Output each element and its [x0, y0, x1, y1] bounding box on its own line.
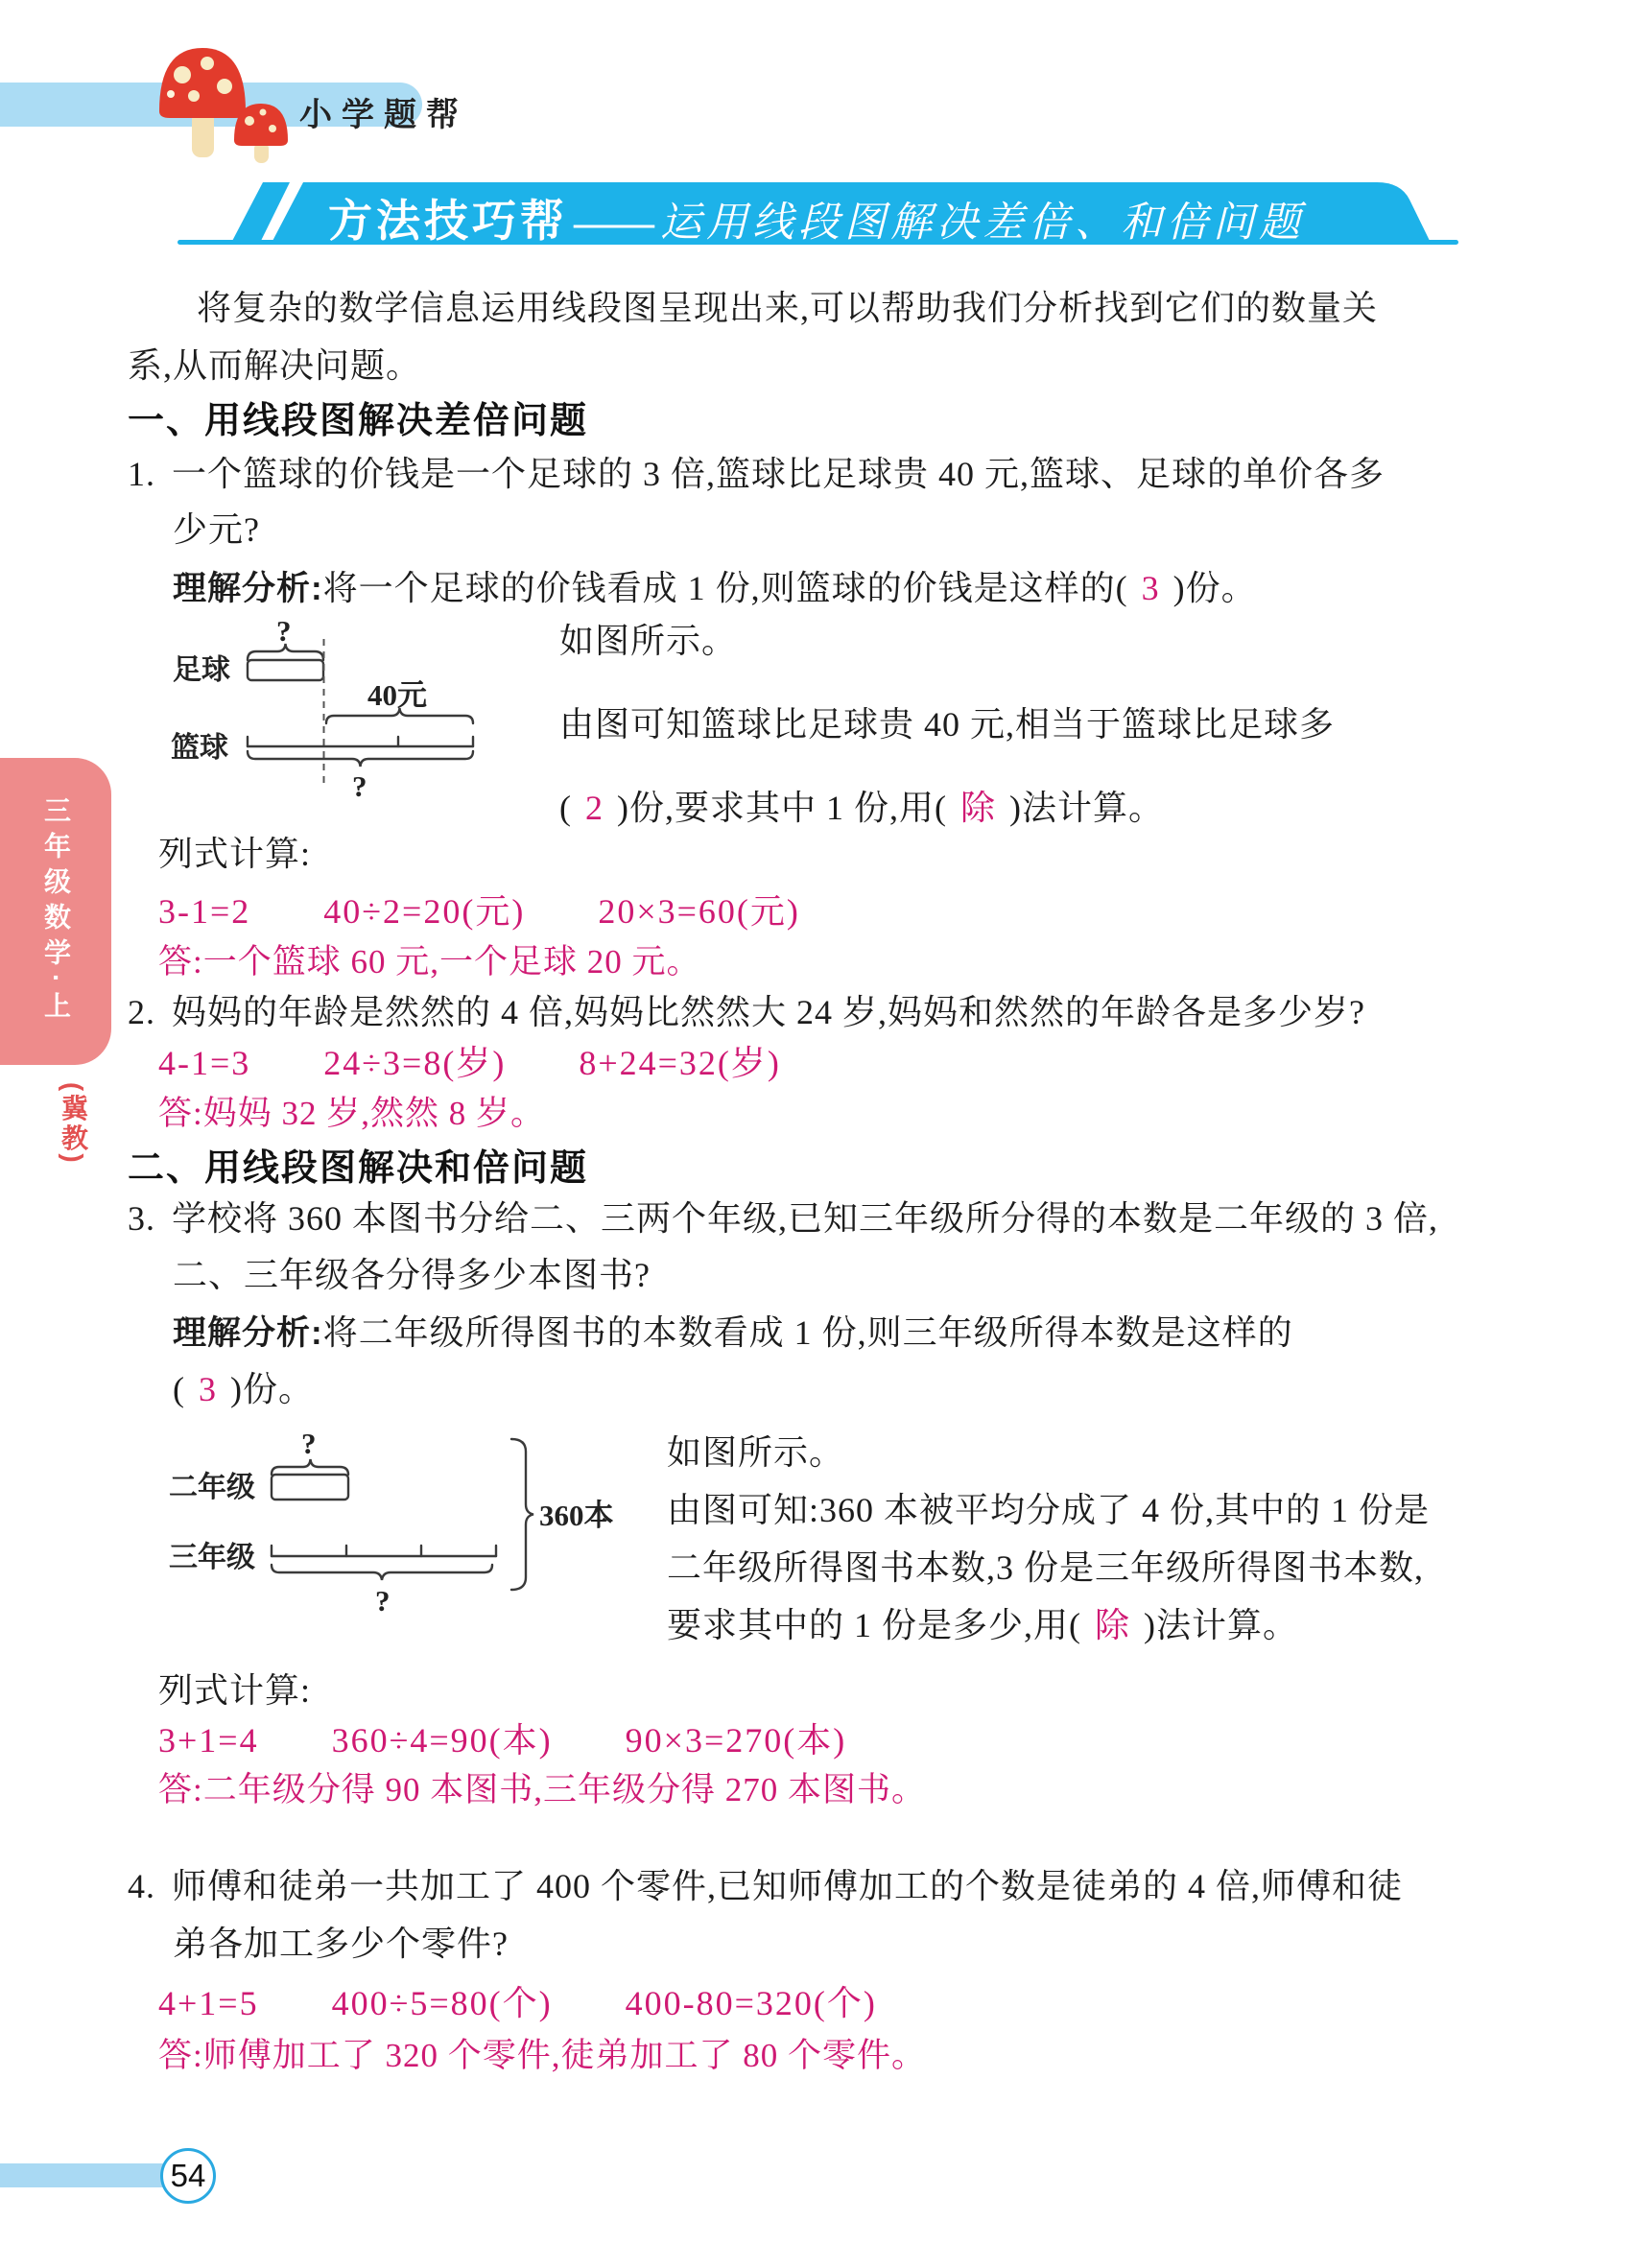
diagram2-row1-question-mark: ?: [301, 1427, 317, 1460]
logo-text: 小学题帮: [299, 97, 468, 133]
segment-diagram-1: [134, 602, 595, 814]
p1-figure-text: [559, 614, 1335, 830]
p1-fig-line2: 由图可知篮球比足球贵 40 元,相当于篮球比足球多: [559, 705, 1336, 744]
diagram2-grade2-box: [272, 1475, 348, 1500]
diagram1-total-question-mark: ?: [352, 769, 367, 803]
diagram1-top-brace: [248, 644, 323, 660]
banner-title-left: 方法技巧帮: [328, 196, 568, 246]
section1-heading: 一、用线段图解决差倍问题: [128, 401, 589, 441]
sidebar-grade-tab: [0, 758, 111, 1065]
p3-equations: 3+1=4 360÷4=90(本) 90×3=270(本): [158, 1721, 847, 1760]
p1-fig-line1: 如图所示。: [559, 622, 738, 660]
p3-analysis-line1: [173, 1306, 1293, 1355]
diagram1-row2-label: 篮球: [171, 732, 228, 764]
p1-equations: 3-1=2 40÷2=20(元) 20×3=60(元): [158, 892, 800, 931]
diagram2-right-brace: [511, 1439, 533, 1590]
page-number-badge: [160, 2148, 216, 2204]
p3-question-line1: [128, 1192, 1438, 1240]
segment-diagram-2: [144, 1427, 624, 1618]
mushroom-spot: [260, 109, 267, 116]
banner-title-dash: ——: [574, 201, 654, 246]
p1-analysis-pre: 将一个足球的价钱看成 1 份,则篮球的价钱是这样的(: [322, 569, 1128, 607]
p3-answer: 答:二年级分得 90 本图书,三年级分得 270 本图书。: [158, 1771, 926, 1808]
diagram1-bottom-brace: [248, 751, 473, 767]
p2-equations: 4-1=3 24÷3=8(岁) 8+24=32(岁): [158, 1044, 781, 1082]
p1-fig-line3-pre: (: [559, 789, 572, 827]
p1-number: 1.: [128, 455, 155, 493]
p3-analysis-line2-pre: (: [173, 1370, 185, 1408]
intro-line-2: 系,从而解决问题。: [128, 346, 422, 385]
p4-question-line2: 弟各加工多少个零件?: [173, 1925, 509, 1963]
p3-figure-text: [667, 1426, 1430, 1647]
p1-question-line1: [128, 447, 1385, 496]
p3-fig-line4-post: )法计算。: [1144, 1606, 1299, 1644]
intro-line-1: 将复杂的数学信息运用线段图呈现出来,可以帮助我们分析找到它们的数量关: [197, 289, 1379, 327]
diagram2-total-label: 360本: [539, 1499, 614, 1532]
p2-question: [128, 985, 1365, 1034]
diagram1-row1-question-mark: ?: [276, 614, 292, 648]
mushroom-spot: [167, 90, 175, 98]
mushroom-icon: [142, 36, 296, 165]
p2-number: 2.: [128, 993, 155, 1031]
diagram1-diff-label: 40元: [367, 678, 427, 712]
p3-calc-label: 列式计算:: [158, 1671, 312, 1710]
p2-question-text: 妈妈的年龄是然然的 4 倍,妈妈比然然大 24 岁,妈妈和然然的年龄各是多少岁?: [172, 993, 1365, 1031]
p4-question-line1: [128, 1859, 1403, 1908]
p3-question-line2: 二、三年级各分得多少本图书?: [173, 1256, 651, 1294]
page-number-bar: [0, 2163, 163, 2187]
mushroom-spot: [245, 116, 254, 126]
sidebar-edition-label: (冀教): [59, 1082, 88, 1166]
p1-question-line2: 少元?: [173, 510, 260, 549]
p3-fig-line4-pre: 要求其中的 1 份是多少,用(: [667, 1606, 1081, 1644]
mushroom-spot: [217, 79, 232, 94]
p3-fig-line1: 如图所示。: [667, 1433, 845, 1472]
mushroom-spot: [174, 66, 191, 83]
p4-answer: 答:师傅加工了 320 个零件,徒弟加工了 80 个零件。: [158, 2037, 926, 2074]
p1-analysis-label: 理解分析:: [173, 570, 323, 607]
p4-equations: 4+1=5 400÷5=80(个) 400-80=320(个): [158, 1984, 877, 2022]
diagram2-bottom-brace: [272, 1565, 492, 1580]
mushroom-cap: [159, 48, 246, 118]
sidebar-grade-label: 三年级数学·上: [41, 795, 71, 1028]
p1-answer: 答:一个篮球 60 元,一个足球 20 元。: [158, 943, 701, 980]
mushroom-spot: [201, 57, 214, 70]
mushroom-spot: [188, 90, 200, 102]
p1-analysis-answer: 3: [1141, 569, 1160, 607]
p1-fig-answer-2: 2: [585, 789, 604, 827]
p3-number: 3.: [128, 1199, 155, 1238]
diagram2-top-brace: [272, 1459, 348, 1475]
p3-fig-answer-chu: 除: [1095, 1606, 1131, 1644]
p1-fig-answer-chu: 除: [959, 789, 996, 827]
p3-analysis-text: 将二年级所得图书的本数看成 1 份,则三年级所得本数是这样的: [322, 1313, 1293, 1352]
p1-fig-line3-mid: )份,要求其中 1 份,用(: [617, 789, 947, 827]
p3-question-text: 学校将 360 本图书分给二、三两个年级,已知三年级所分得的本数是二年级的 3 倍,: [172, 1199, 1439, 1238]
p1-fig-line3-post: )法计算。: [1009, 789, 1164, 827]
p3-analysis-line2: [173, 1362, 314, 1411]
p3-analysis-label: 理解分析:: [173, 1314, 323, 1352]
p3-fig-line3: 二年级所得图书本数,3 份是三年级所得图书本数,: [667, 1548, 1425, 1587]
p3-fig-line2: 由图可知:360 本被平均分成了 4 份,其中的 1 份是: [667, 1491, 1431, 1529]
mushroom-spot: [269, 125, 276, 132]
p1-analysis-post: )份。: [1172, 569, 1257, 607]
p1-fig-line3: [559, 781, 1335, 830]
p4-number: 4.: [128, 1867, 155, 1905]
page-number: 54: [170, 2158, 206, 2193]
diagram1-football-box: [248, 660, 323, 680]
banner-title: [328, 186, 1305, 249]
p1-question-text: 一个篮球的价钱是一个足球的 3 倍,篮球比足球贵 40 元,篮球、足球的单价各多: [172, 455, 1385, 493]
p3-analysis-answer: 3: [199, 1370, 217, 1408]
diagram2-row1-label: 二年级: [169, 1472, 255, 1503]
p3-fig-line4: [667, 1598, 1430, 1647]
banner-title-right: 运用线段图解决差倍、和倍问题: [660, 201, 1305, 246]
p2-answer: 答:妈妈 32 岁,然然 8 岁。: [158, 1095, 545, 1132]
diagram2-row2-label: 三年级: [169, 1542, 255, 1573]
p1-calc-label: 列式计算:: [158, 835, 312, 873]
diagram1-row1-label: 足球: [173, 654, 230, 686]
diagram2-total-question-mark: ?: [375, 1584, 391, 1618]
diagram1-diff-brace: [326, 708, 473, 723]
p4-question-text: 师傅和徒弟一共加工了 400 个零件,已知师傅加工的个数是徒弟的 4 倍,师傅和徒: [172, 1867, 1404, 1905]
p3-analysis-line2-post: )份。: [230, 1370, 314, 1408]
section2-heading: 二、用线段图解决和倍问题: [128, 1148, 589, 1189]
